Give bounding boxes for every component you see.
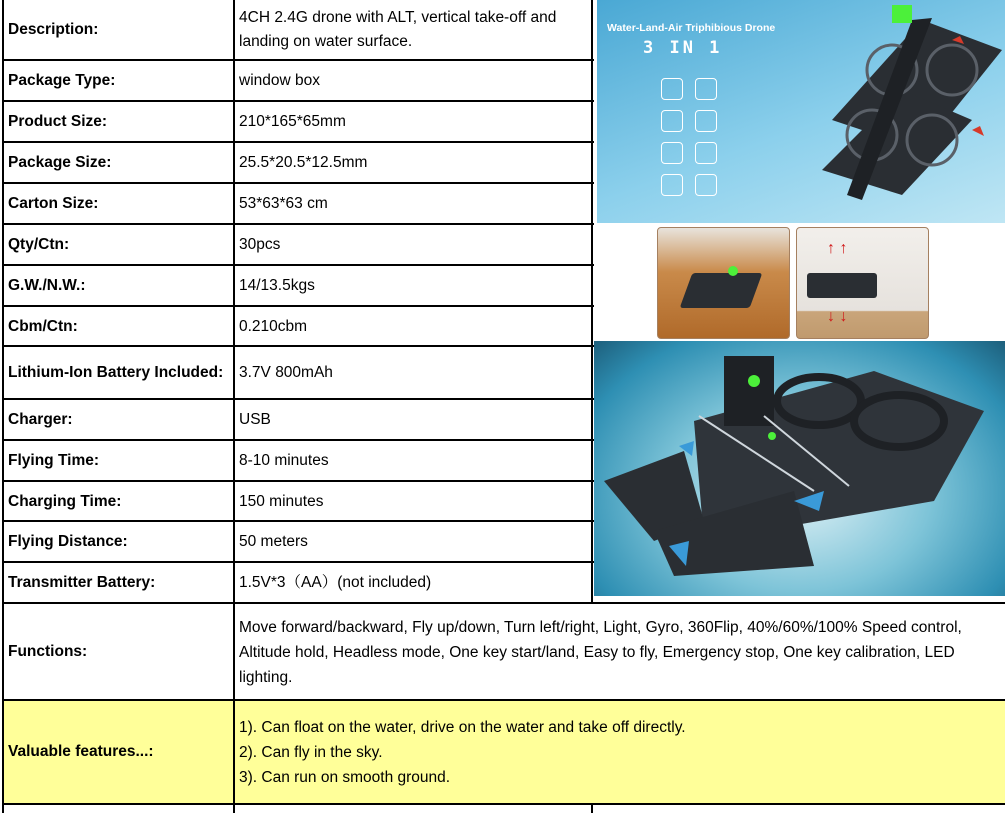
feature-item: 3). Can run on smooth ground. — [239, 769, 451, 786]
spec-label-flying-time: Flying Time: — [8, 452, 100, 469]
row-divider — [3, 439, 594, 441]
spec-value-product-size: 210*165*65mm — [239, 113, 346, 130]
spec-label-qty-ctn: Qty/Ctn: — [8, 236, 70, 253]
arrow-down-icon: ↓ ↓ — [827, 308, 848, 325]
spec-value-charger: USB — [239, 411, 271, 428]
drone-on-water-image — [594, 341, 1005, 596]
row-divider — [3, 182, 594, 184]
spec-value-flying-distance: 50 meters — [239, 533, 308, 550]
row-divider — [3, 699, 1005, 701]
spec-value-package-type: window box — [239, 72, 320, 89]
drone-shape — [680, 273, 763, 308]
row-divider — [3, 561, 594, 563]
row-divider — [3, 100, 594, 102]
row-divider — [3, 602, 1005, 604]
row-divider — [3, 141, 594, 143]
spec-label-product-size: Product Size: — [8, 113, 108, 130]
headless-icon — [661, 142, 683, 164]
row-divider — [3, 59, 594, 61]
banner-subtitle: 3 IN 1 — [643, 38, 723, 58]
functions-label: Functions: — [8, 643, 88, 660]
spec-value-description: 4CH 2.4G drone with ALT, vertical take-off and landing on water surface. — [239, 9, 557, 50]
spec-label-battery: Lithium-Ion Battery Included: — [8, 364, 224, 381]
feature-item: 1). Can float on the water, drive on the water and take off directly. — [239, 719, 686, 736]
spec-value-cbm: 0.210cbm — [239, 317, 308, 335]
spec-label-charging-time: Charging Time: — [8, 492, 122, 510]
functions-value: Move forward/backward, Fly up/down, Turn left/right, Light, Gyro, 360Flip, 40%/60%/100% Speed control, Altitude hold, Headless mode, One key start/land, Easy to fly, Emergency stop, One key calibration, LED lighting. — [239, 618, 962, 686]
spec-label-description: Description: — [8, 21, 99, 38]
row-divider — [3, 223, 594, 225]
spec-label-flying-distance: Flying Distance: — [8, 533, 128, 550]
spec-value-transmitter-battery: 1.5V*3（AA）(not included) — [239, 574, 432, 591]
row-divider — [3, 480, 594, 482]
row-divider — [3, 305, 594, 307]
drone-on-floor-image — [657, 227, 790, 339]
spec-value-package-size: 25.5*20.5*12.5mm — [239, 154, 368, 171]
row-divider — [3, 803, 1005, 805]
col-divider — [591, 804, 593, 813]
feature-item: 2). Can fly in the sky. — [239, 744, 383, 761]
arrow-up-icon: ↑ ↑ — [827, 240, 848, 257]
spec-label-package-size: Package Size: — [8, 154, 112, 171]
col-divider — [233, 0, 235, 813]
banner-title: Water-Land-Air Triphibious Drone — [607, 22, 776, 34]
features-list — [234, 701, 1005, 803]
drone-illustration — [802, 0, 1005, 223]
spec-value-carton-size: 53*63*63 cm — [239, 195, 328, 212]
col-divider — [2, 0, 4, 813]
spec-value-qty-ctn: 30pcs — [239, 236, 281, 253]
shield-icon — [695, 110, 717, 132]
spec-value-battery: 3.7V 800mAh — [239, 364, 333, 381]
spec-value-charging-time: 150 minutes — [239, 492, 324, 510]
row-divider — [3, 264, 594, 266]
feature-icon-grid — [655, 78, 723, 196]
drone-shape — [807, 273, 877, 298]
led-icon — [728, 266, 738, 276]
bulb-icon — [695, 142, 717, 164]
rotation-icon — [661, 110, 683, 132]
spec-label-weight: G.W./N.W.: — [8, 277, 86, 294]
spec-label-cbm: Cbm/Ctn: — [8, 317, 78, 335]
spec-label-carton-size: Carton Size: — [8, 195, 99, 212]
drone-hover-image — [796, 227, 929, 339]
features-label: Valuable features...: — [3, 701, 235, 803]
hand-icon — [661, 174, 683, 196]
speed-icon — [695, 78, 717, 100]
spec-label-charger: Charger: — [8, 411, 73, 428]
altitude-hold-icon — [661, 78, 683, 100]
spec-label-package-type: Package Type: — [8, 72, 116, 89]
col-divider — [591, 0, 593, 603]
water-drone-illustration — [594, 341, 1005, 596]
row-divider — [3, 345, 594, 347]
battery-icon — [695, 174, 717, 196]
product-banner-image — [597, 0, 1005, 223]
spec-label-transmitter-battery: Transmitter Battery: — [8, 574, 156, 591]
row-divider — [3, 520, 594, 522]
row-divider — [3, 398, 594, 400]
spec-value-weight: 14/13.5kgs — [239, 277, 315, 294]
spec-value-flying-time: 8-10 minutes — [239, 452, 329, 469]
